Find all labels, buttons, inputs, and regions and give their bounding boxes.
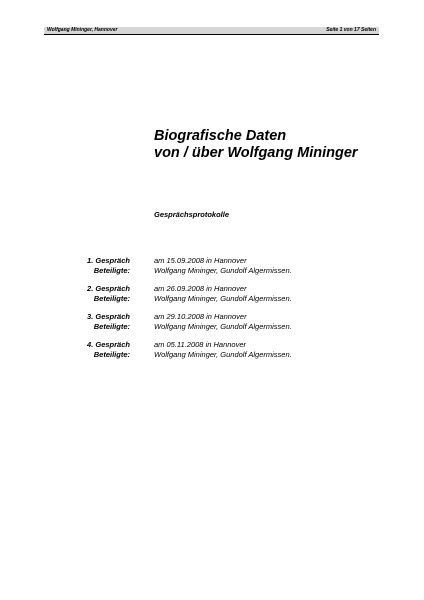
session-entry (60, 340, 360, 360)
participants-value: Wolfgang Mininger, Gundolf Algermissen. (154, 350, 292, 359)
participants-label: Beteiligte: (93, 294, 130, 303)
session-entry (60, 256, 360, 276)
session-date: am 05.11.2008 in Hannover (154, 340, 247, 349)
session-label: 1. Gespräch (87, 256, 130, 265)
title-line-2: von / über Wolfgang Mininger (154, 145, 358, 161)
session-date: am 29.10.2008 in Hannover (154, 312, 247, 321)
header-author: Wolfgang Mininger, Hannover (47, 27, 118, 33)
session-date: am 26.09.2008 in Hannover (154, 284, 247, 293)
participants-value: Wolfgang Mininger, Gundolf Algermissen. (154, 266, 292, 275)
participants-label: Beteiligte: (93, 266, 130, 275)
participants-value: Wolfgang Mininger, Gundolf Algermissen. (154, 322, 292, 331)
document-subtitle: Gesprächsprotokolle (154, 210, 230, 219)
session-entry (60, 312, 360, 332)
session-entry (60, 284, 360, 304)
title-line-1: Biografische Daten (154, 128, 287, 144)
session-label: 2. Gespräch (87, 284, 130, 293)
session-date: am 15.09.2008 in Hannover (154, 256, 247, 265)
document-title (154, 128, 358, 162)
header-page-count: Seite 1 von 17 Seiten (326, 27, 376, 33)
participants-label: Beteiligte: (93, 350, 130, 359)
participants-value: Wolfgang Mininger, Gundolf Algermissen. (154, 294, 292, 303)
session-list (60, 256, 360, 368)
page-header (44, 27, 379, 35)
session-label: 4. Gespräch (87, 340, 130, 349)
participants-label: Beteiligte: (93, 322, 130, 331)
session-label: 3. Gespräch (87, 312, 130, 321)
